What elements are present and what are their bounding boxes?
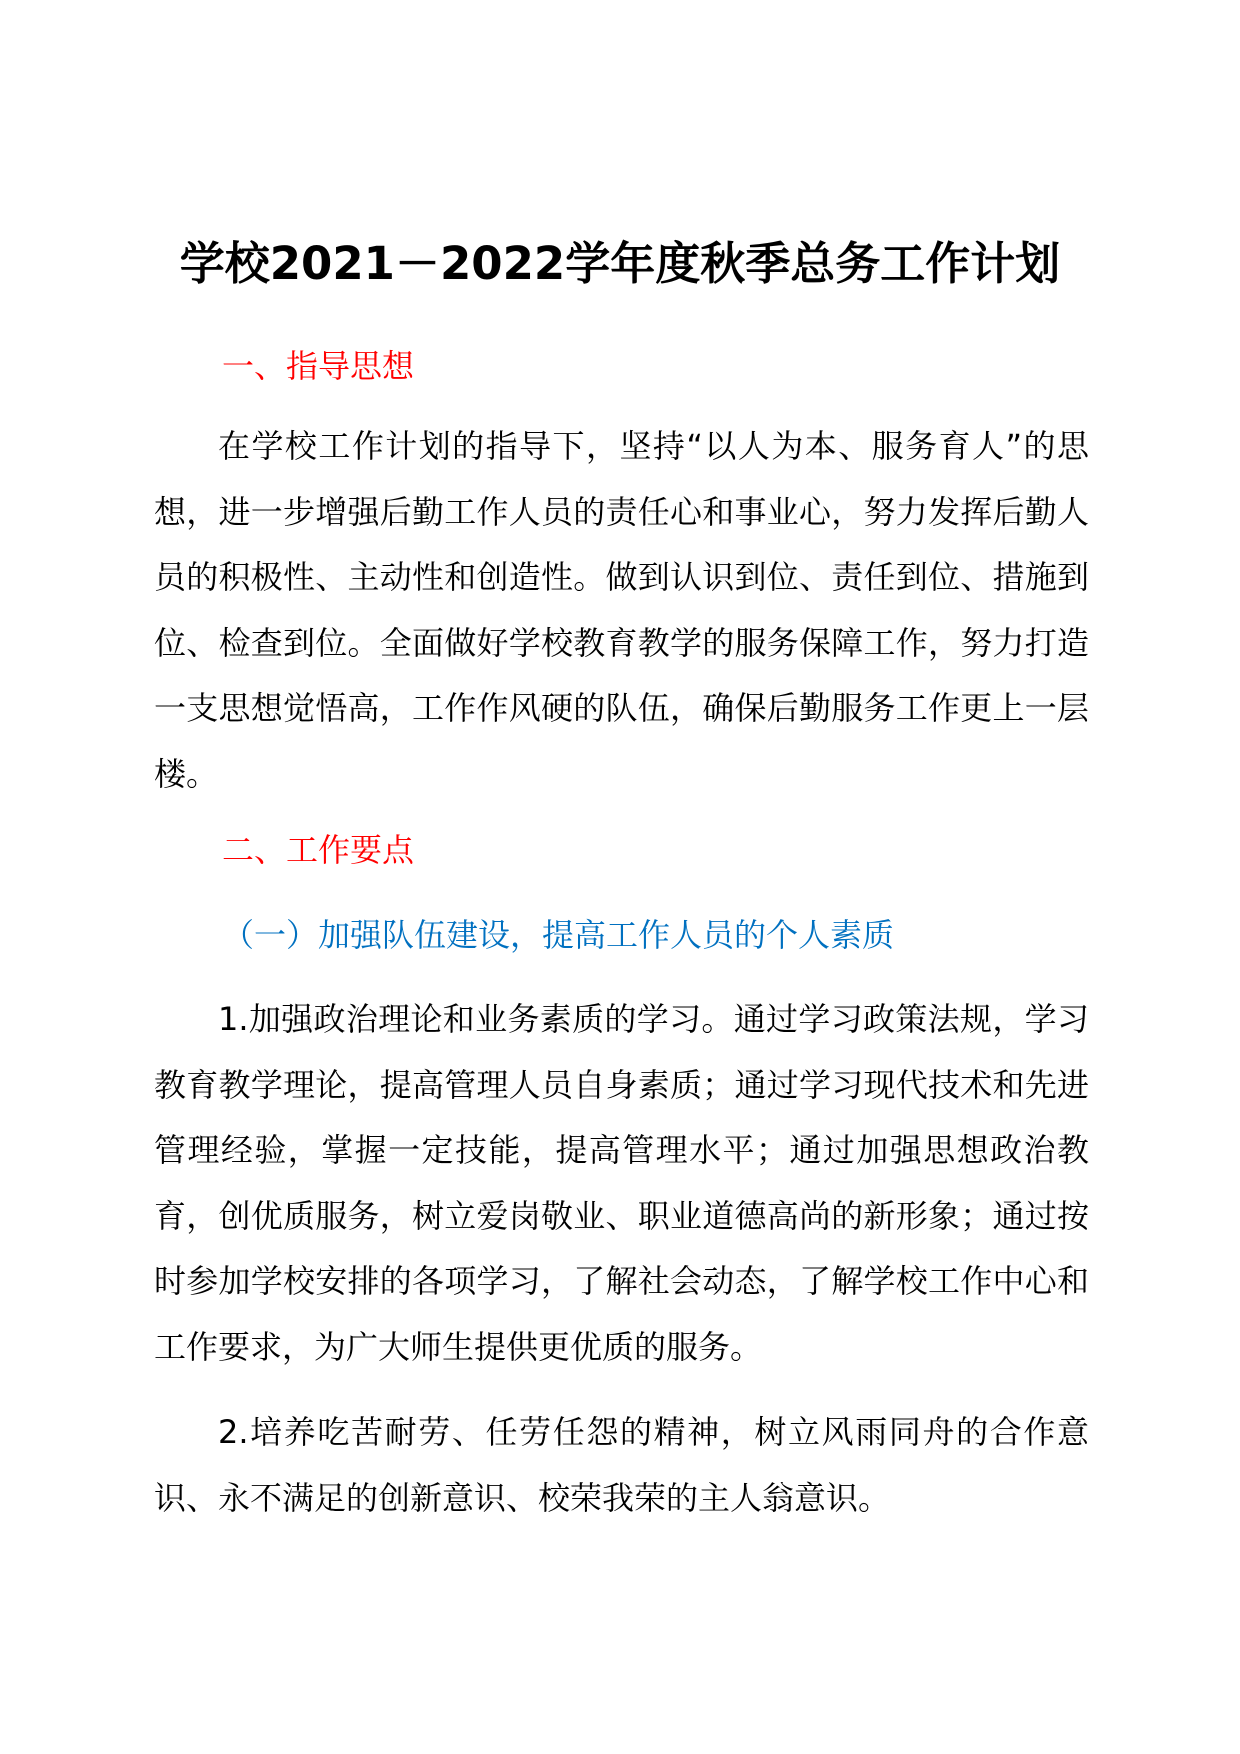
- subsection-heading-team-building: （一）加强队伍建设，提高工作人员的个人素质: [222, 916, 895, 954]
- section-heading-guiding-ideology: 一、指导思想: [222, 347, 415, 385]
- guiding-ideology-paragraph: 在学校工作计划的指导下，坚持“以人为本、服务育人”的思想，进一步增强后勤工作人员的责任心和事业心，努力发挥后勤人员的积极性、主动性和创造性。做到认识到位、责任到位、措施到位、检查到位。全面做好学校教育教学的服务保障工作，努力打造一支思想觉悟高，工作作风硬的队伍，确保后勤服务工作更上一层楼。: [154, 427, 1089, 793]
- work-item-2-paragraph: 2.培养吃苦耐劳、任劳任怨的精神，树立风雨同舟的合作意识、永不满足的创新意识、校荣我荣的主人翁意识。: [154, 1413, 1089, 1517]
- work-item-1-paragraph: 1.加强政治理论和业务素质的学习。通过学习政策法规，学习教育教学理论，提高管理人员自身素质；通过学习现代技术和先进管理经验，掌握一定技能，提高管理水平；通过加强思想政治教育，创优质服务，树立爱岗敬业、职业道德高尚的新形象；通过按时参加学校安排的各项学习，了解社会动态，了解学校工作中心和工作要求，为广大师生提供更优质的服务。: [154, 1000, 1089, 1366]
- section-heading-work-points: 二、工作要点: [222, 831, 415, 869]
- document-title: 学校2021－2022学年度秋季总务工作计划: [179, 237, 1061, 290]
